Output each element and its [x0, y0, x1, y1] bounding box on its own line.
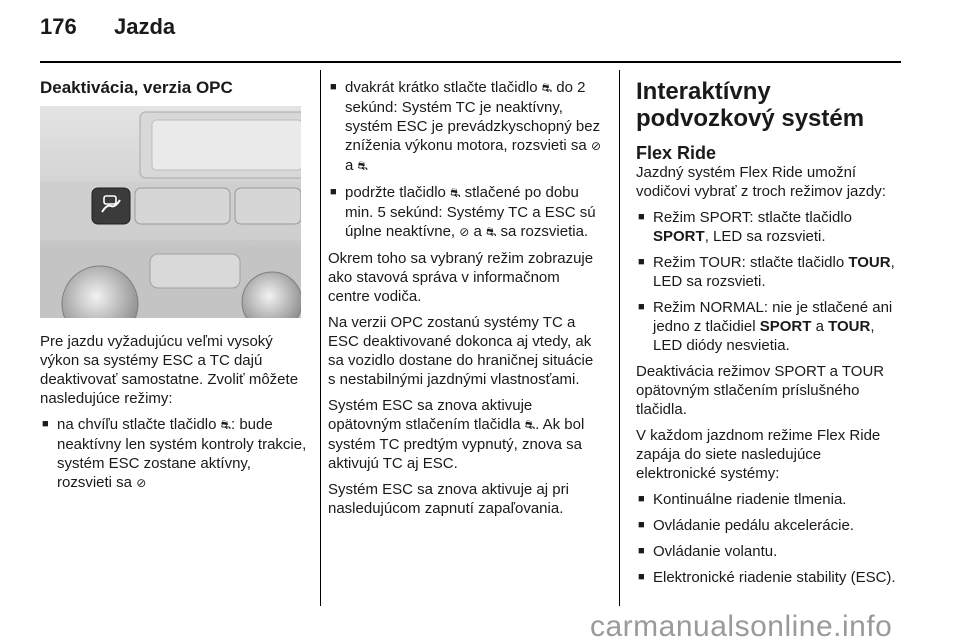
car-skid-icon: ⛐ [220, 418, 231, 432]
car-skid-icon: ⛐ [450, 186, 461, 200]
list-item: ■ podržte tlačidlo ⛐ stlačené po dobu min. 5 sekúnd: Systémy TC a ESC sú úplne neaktívne, ⊘ a ⛐ sa rozsvietia. [328, 183, 604, 242]
column-divider-2 [619, 70, 620, 606]
page-header [40, 14, 175, 40]
paragraph: Jazdný systém Flex Ride umožní vodičovi vybrať z troch režimov jazdy: [636, 164, 886, 200]
mode-list-left [40, 415, 308, 493]
section-heading-opc: Deaktivácia, verzia OPC [40, 78, 233, 97]
dashboard-button-photo [40, 106, 301, 318]
list-item: ■ Kontinuálne riadenie tlmenia. [636, 490, 902, 509]
paragraph: Systém ESC sa znova aktivuje aj pri nasledujúcom zapnutí zapaľovania. [328, 481, 569, 517]
tc-off-icon: ⊘ [590, 139, 602, 153]
paragraph: V každom jazdnom režime Flex Ride zapája do siete nasledujúce elektronické systémy: [636, 427, 881, 482]
subheading-flex-ride: Flex Ride [636, 143, 717, 163]
watermark: carmanualsonline.info [590, 610, 893, 643]
esc-off-icon: ⛐ [486, 225, 497, 239]
electronic-systems-list [636, 490, 902, 587]
list-item: ■ Ovládanie volantu. [636, 542, 902, 561]
paragraph: Okrem toho sa vybraný režim zobrazuje ako stavová správa v informačnom centre vodiča. [328, 250, 594, 305]
list-item: ■ Režim SPORT: stlačte tlačidlo SPORT, LED sa rozsvieti. [636, 208, 902, 246]
tc-off-icon: ⊘ [136, 476, 147, 490]
paragraph: Na verzii OPC zostanú systémy TC a ESC deaktivované dokonca aj vtedy, ak sa vozidlo dostane do hraničnej situácie s nestabilnými jazdnými vlastnosťami. [328, 314, 594, 388]
section-heading-flex: Interaktívny podvozkový systém [636, 78, 865, 132]
paragraph: Systém ESC sa znova aktivuje opätovným stlačením tlačidla ⛐. Ak bol systém TC predtým vypnutý, znova sa aktivujú TC aj ESC. [328, 397, 585, 472]
page-number: 176 [40, 14, 77, 39]
intro-paragraph: Pre jazdu vyžadujúcu veľmi vysoký výkon sa systémy ESC a TC dajú deaktivovať samostatne. Zvoliť môžete nasledujúce režimy: [40, 333, 299, 407]
list-item: ■ dvakrát krátko stlačte tlačidlo ⛐ do 2 sekúnd: Systém TC je neaktívny, systém ESC je prevádzkyschopný bez zníženia výkonu motora, rozsvieti sa ⊘ a ⛐ [328, 78, 604, 176]
list-item: ■ Ovládanie pedálu akcelerácie. [636, 516, 902, 535]
list-item: ■ Elektronické riadenie stability (ESC). [636, 568, 902, 587]
column-divider-1 [320, 70, 321, 606]
car-skid-icon: ⛐ [524, 418, 536, 432]
paragraph: Deaktivácia režimov SPORT a TOUR opätovným stlačením príslušného tlačidla. [636, 363, 885, 418]
list-item: ■ Režim NORMAL: nie je stlačené ani jedno z tlačidiel SPORT a TOUR, LED diódy nesvietia. [636, 298, 902, 355]
list-item: ■ na chvíľu stlačte tlačidlo ⛐: bude neaktívny len systém kontroly trakcie, systém ESC zostane aktívny, rozsvieti sa ⊘ [40, 415, 308, 493]
car-skid-icon: ⛐ [357, 159, 368, 173]
header-rule [40, 61, 901, 63]
left-column-text [40, 332, 308, 500]
page-title: Jazda [114, 14, 176, 39]
drive-mode-list [636, 208, 902, 355]
mode-list-middle [328, 78, 604, 242]
dashboard-illustration [40, 106, 301, 318]
right-column [636, 78, 902, 594]
middle-column [328, 78, 604, 525]
left-column [40, 78, 308, 109]
car-skid-icon: ⛐ [541, 81, 553, 95]
list-item: ■ Režim TOUR: stlačte tlačidlo TOUR, LED sa rozsvieti. [636, 253, 902, 291]
tc-off-icon: ⊘ [459, 225, 470, 239]
